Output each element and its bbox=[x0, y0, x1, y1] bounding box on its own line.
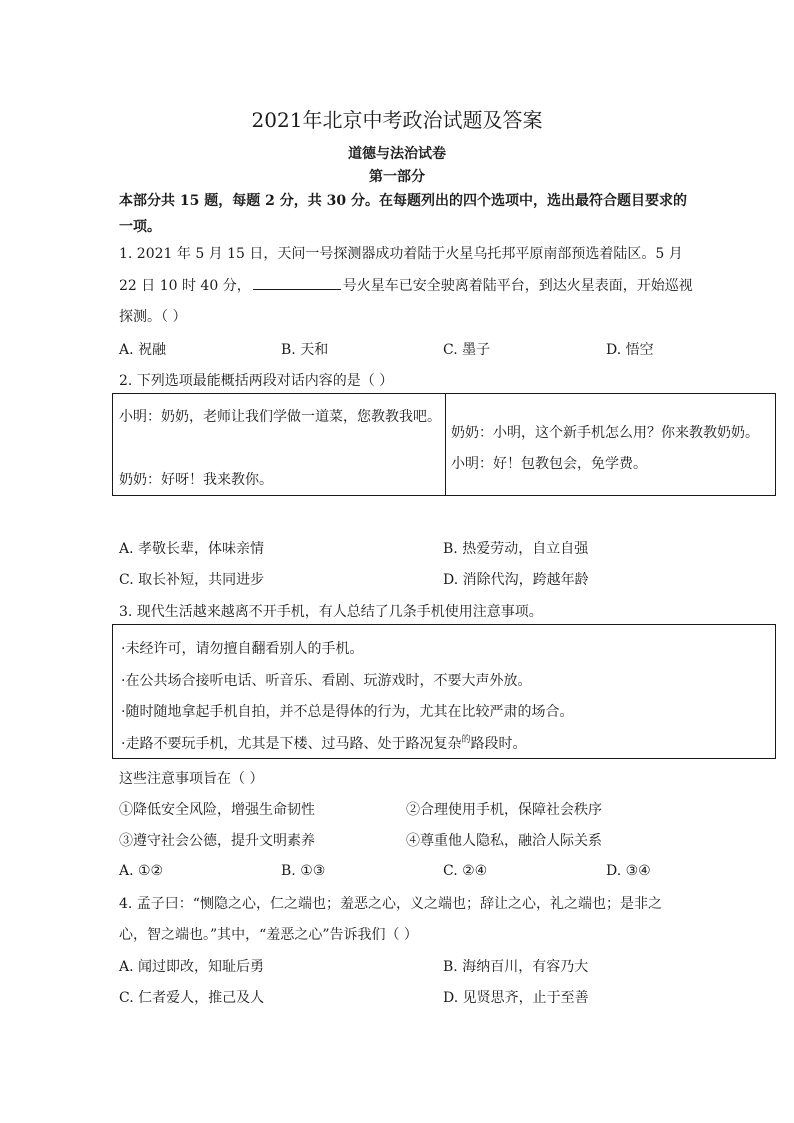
q2-table-divider bbox=[445, 394, 446, 495]
q1-option-c: C. 墨子 bbox=[443, 342, 491, 358]
page-title: 2021年北京中考政治试题及答案 bbox=[251, 108, 543, 132]
q3-tip-2: ·在公共场合接听电话、听音乐、看剧、玩游戏时，不要大声外放。 bbox=[121, 673, 532, 689]
q2-option-d: D. 消除代沟，跨越年龄 bbox=[443, 572, 589, 588]
q2-option-a: A. 孝敬长辈，体味亲情 bbox=[119, 541, 265, 557]
q1-answer-blank bbox=[253, 275, 341, 290]
q4-option-c: C. 仁者爱人，推己及人 bbox=[119, 990, 265, 1006]
q1-option-a: A. 祝融 bbox=[119, 342, 167, 358]
q4-stem-line-2: 心，智之端也。”其中，“羞恶之心”告诉我们（ ） bbox=[119, 927, 418, 943]
q3-follow-up: 这些注意事项旨在（ ） bbox=[119, 771, 264, 787]
q3-statement-4: ④尊重他人隐私，融洽人际关系 bbox=[406, 833, 602, 849]
q1-stem-line-3: 探测。（ ） bbox=[119, 309, 187, 325]
q3-tip-4 bbox=[121, 733, 526, 753]
q1-stem-line-2-post: 号火星车已安全驶离着陆平台，到达火星表面，开始巡视 bbox=[342, 278, 693, 294]
q2-left-line-2: 奶奶：好呀！我来教你。 bbox=[119, 472, 273, 488]
q2-option-b: B. 热爱劳动，自立自强 bbox=[443, 541, 589, 557]
q1-stem-line-2-pre: 22 日 10 时 40 分， bbox=[119, 278, 251, 294]
q3-statement-1: ①降低安全风险，增强生命韧性 bbox=[119, 802, 315, 818]
q4-option-d: D. 见贤思齐，止于至善 bbox=[443, 990, 589, 1006]
q2-right-line-2: 小明：好！包教包会，免学费。 bbox=[451, 456, 647, 472]
q3-option-c: C. ②④ bbox=[443, 863, 488, 879]
q3-statement-2: ②合理使用手机，保障社会秩序 bbox=[406, 802, 602, 818]
q4-option-a: A. 闻过即改，知耻后勇 bbox=[119, 959, 265, 975]
q3-tip-3: ·随时随地拿起手机自拍，并不总是得体的行为，尤其在比较严肃的场合。 bbox=[121, 704, 574, 720]
q3-statement-3: ③遵守社会公德，提升文明素养 bbox=[119, 833, 315, 849]
q4-stem-line-1: 4. 孟子曰：“恻隐之心，仁之端也；羞恶之心，义之端也；辞让之心，礼之端也；是非之 bbox=[119, 896, 662, 912]
q1-stem-line-1: 1. 2021 年 5 月 15 日，天问一号探测器成功着陆于火星乌托邦平原南部预选着陆区。5 月 bbox=[119, 246, 683, 262]
q1-stem-line-2 bbox=[119, 275, 693, 295]
q3-stem: 3. 现代生活越来越离不开手机，有人总结了几条手机使用注意事项。 bbox=[119, 604, 543, 620]
subject-title: 道德与法治试卷 bbox=[348, 146, 446, 162]
q2-left-line-1: 小明：奶奶，老师让我们学做一道菜，您教教我吧。 bbox=[119, 409, 441, 425]
q3-tip-4-part-3: 路段时。 bbox=[470, 736, 527, 752]
part-title: 第一部分 bbox=[369, 169, 425, 185]
instructions-line-1: 本部分共 15 题，每题 2 分，共 30 分。在每题列出的四个选项中，选出最符合题目要求的 bbox=[119, 193, 687, 209]
q1-option-b: B. 天和 bbox=[281, 342, 329, 358]
q3-option-b: B. ①③ bbox=[281, 863, 326, 879]
q3-tip-1: ·未经许可，请勿擅自翻看别人的手机。 bbox=[121, 641, 364, 657]
q3-tip-4-part-1: ·走路不要玩手机，尤其是下楼、过马路、处于路况复杂 bbox=[121, 736, 462, 752]
q3-tip-4-part-2: 的 bbox=[461, 735, 471, 745]
q2-stem: 2. 下列选项最能概括两段对话内容的是（ ） bbox=[119, 373, 394, 389]
q3-option-d: D. ③④ bbox=[606, 863, 651, 879]
q2-dialogue-table bbox=[112, 393, 776, 496]
q3-option-a: A. ①② bbox=[119, 863, 164, 879]
q2-option-c: C. 取长补短，共同进步 bbox=[119, 572, 265, 588]
q3-tips-box bbox=[112, 624, 776, 759]
q2-right-line-1: 奶奶：小明，这个新手机怎么用？你来教教奶奶。 bbox=[451, 425, 759, 441]
q4-option-b: B. 海纳百川，有容乃大 bbox=[443, 959, 589, 975]
q1-option-d: D. 悟空 bbox=[606, 342, 654, 358]
instructions-line-2: 一项。 bbox=[119, 219, 161, 235]
